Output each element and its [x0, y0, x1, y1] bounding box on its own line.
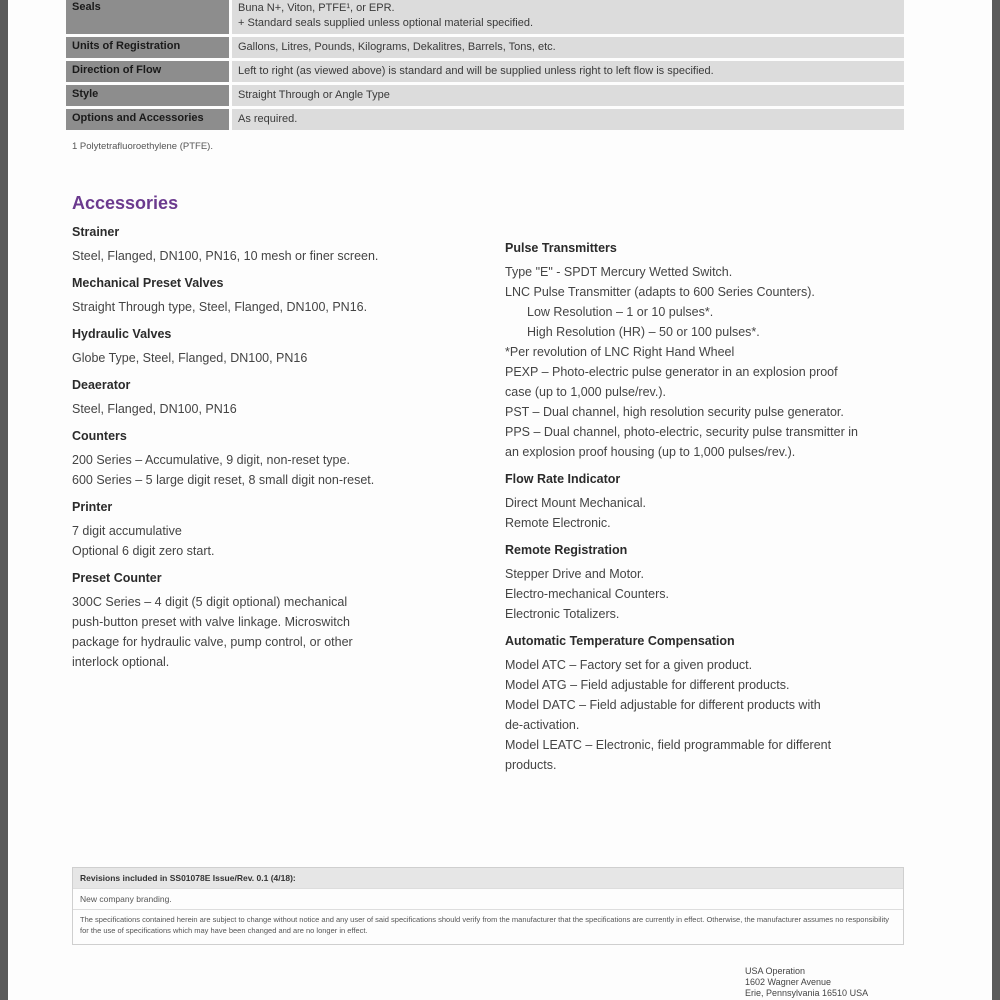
accessory-line: Remote Electronic.	[505, 516, 611, 530]
spec-value	[232, 61, 904, 82]
accessory-heading: Remote Registration	[505, 543, 628, 557]
accessory-line: case (up to 1,000 pulse/rev.).	[505, 385, 666, 399]
spec-value-line: Gallons, Litres, Pounds, Kilograms, Dekalitres, Barrels, Tons, etc.	[238, 41, 556, 53]
footnote: 1 Polytetrafluoroethylene (PTFE).	[72, 141, 213, 152]
accessory-section	[505, 543, 935, 624]
revisions-row: New company branding.	[73, 888, 903, 909]
accessory-line: Model LEATC – Electronic, field programmable for different	[505, 738, 832, 752]
accessory-section	[505, 472, 935, 533]
spec-value-line: Buna N+, Viton, PTFE¹, or EPR.	[238, 2, 395, 14]
accessory-heading: Printer	[72, 500, 113, 514]
accessory-line: LNC Pulse Transmitter (adapts to 600 Series Counters).	[505, 285, 815, 299]
accessory-line: 600 Series – 5 large digit reset, 8 small digit non-reset.	[72, 473, 375, 487]
spec-row	[66, 85, 904, 106]
accessories-title: Accessories	[72, 193, 179, 213]
accessory-line: Stepper Drive and Motor.	[505, 567, 644, 581]
accessory-line: interlock optional.	[72, 655, 170, 669]
accessory-section	[72, 571, 432, 672]
address-line: USA Operation	[745, 966, 806, 976]
accessory-heading: Deaerator	[72, 378, 131, 392]
spec-label: Seals	[66, 0, 229, 34]
spec-value	[232, 85, 904, 106]
accessory-line: PEXP – Photo-electric pulse generator in an explosion proof	[505, 365, 838, 379]
spec-value-line: Straight Through or Angle Type	[238, 89, 390, 101]
address-line: Erie, Pennsylvania 16510 USA	[745, 988, 869, 998]
spec-label: Units of Registration	[66, 37, 229, 58]
accessory-line: Globe Type, Steel, Flanged, DN100, PN16	[72, 351, 308, 365]
revisions-box	[72, 867, 904, 945]
revisions-disclaimer: The specifications contained herein are subject to change without notice and any user of said specifications should verify from the manufacturer that the specifications are currently in effect. Otherwise, the manufacturer assumes no responsibility for the use of specifications which may have been changed and are no longer in effect.	[73, 909, 903, 940]
accessory-line: Model ATG – Field adjustable for different products.	[505, 678, 790, 692]
accessory-line: Electronic Totalizers.	[505, 607, 620, 621]
accessory-heading: Automatic Temperature Compensation	[505, 634, 735, 648]
spec-label: Style	[66, 85, 229, 106]
accessory-line: *Per revolution of LNC Right Hand Wheel	[505, 345, 735, 359]
spec-value	[232, 0, 904, 34]
accessory-line: Electro-mechanical Counters.	[505, 587, 669, 601]
accessory-heading: Hydraulic Valves	[72, 327, 172, 341]
accessory-line: 300C Series – 4 digit (5 digit optional) mechanical	[72, 595, 348, 609]
accessory-section	[72, 429, 432, 490]
accessories-right-column	[505, 241, 935, 785]
accessory-line: Steel, Flanged, DN100, PN16, 10 mesh or finer screen.	[72, 249, 379, 263]
accessory-heading: Counters	[72, 429, 127, 443]
spec-row	[66, 0, 904, 34]
accessory-line: Steel, Flanged, DN100, PN16	[72, 402, 237, 416]
accessory-line: push-button preset with valve linkage. Microswitch	[72, 615, 350, 629]
spec-row	[66, 37, 904, 58]
spec-value-line: + Standard seals supplied unless optional material specified.	[238, 17, 534, 29]
accessory-line: products.	[505, 758, 557, 772]
spec-label: Options and Accessories	[66, 109, 229, 130]
revisions-heading: Revisions included in SS01078E Issue/Rev. 0.1 (4/18):	[73, 868, 903, 888]
accessory-line: Type "E" - SPDT Mercury Wetted Switch.	[505, 265, 733, 279]
accessory-line: Straight Through type, Steel, Flanged, DN100, PN16.	[72, 300, 368, 314]
accessory-heading: Strainer	[72, 225, 120, 239]
accessory-line: 7 digit accumulative	[72, 524, 182, 538]
spec-row	[66, 61, 904, 82]
accessory-line: 200 Series – Accumulative, 9 digit, non-reset type.	[72, 453, 350, 467]
accessory-line: High Resolution (HR) – 50 or 100 pulses*.	[527, 325, 760, 339]
accessory-section	[72, 225, 432, 266]
spec-label: Direction of Flow	[66, 61, 229, 82]
spec-table	[66, 0, 904, 133]
accessory-heading: Mechanical Preset Valves	[72, 276, 224, 290]
accessory-line: Low Resolution – 1 or 10 pulses*.	[527, 305, 714, 319]
accessory-line: Model DATC – Field adjustable for different products with	[505, 698, 821, 712]
accessory-line: PST – Dual channel, high resolution security pulse generator.	[505, 405, 844, 419]
spec-value-line: Left to right (as viewed above) is standard and will be supplied unless right to left flow is specified.	[238, 65, 714, 77]
accessory-line: Model ATC – Factory set for a given product.	[505, 658, 753, 672]
spec-row	[66, 109, 904, 130]
accessory-section	[72, 327, 432, 368]
accessory-heading: Flow Rate Indicator	[505, 472, 621, 486]
document-page	[8, 0, 992, 1000]
accessory-section	[505, 241, 935, 462]
accessory-line: package for hydraulic valve, pump control, or other	[72, 635, 353, 649]
accessories-left-column	[72, 225, 432, 682]
accessory-section	[72, 500, 432, 561]
accessory-heading: Pulse Transmitters	[505, 241, 617, 255]
accessory-line: Direct Mount Mechanical.	[505, 496, 647, 510]
address-block	[745, 966, 868, 999]
address-line: 1602 Wagner Avenue	[745, 977, 832, 987]
accessory-line: de-activation.	[505, 718, 580, 732]
accessory-section	[72, 276, 432, 317]
accessory-heading: Preset Counter	[72, 571, 162, 585]
spec-value-line: As required.	[238, 113, 298, 125]
accessory-line: PPS – Dual channel, photo-electric, security pulse transmitter in	[505, 425, 858, 439]
accessory-section	[505, 634, 935, 775]
accessory-section	[72, 378, 432, 419]
spec-value	[232, 109, 904, 130]
accessory-line: an explosion proof housing (up to 1,000 pulses/rev.).	[505, 445, 796, 459]
accessory-line: Optional 6 digit zero start.	[72, 544, 215, 558]
spec-value	[232, 37, 904, 58]
